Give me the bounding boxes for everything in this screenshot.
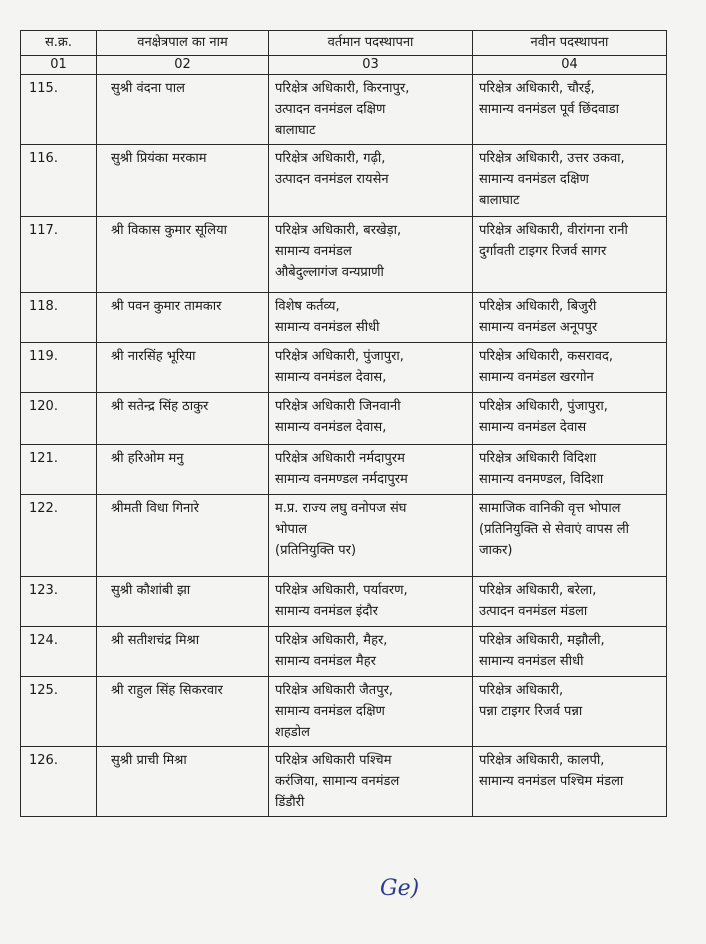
officer-name: सुश्री कौशांबी झा	[97, 577, 269, 627]
new-posting-line: जाकर)	[479, 543, 513, 558]
serial-number: 117.	[21, 217, 97, 293]
new-posting-line: सामान्य वनमंडल दक्षिण	[479, 172, 589, 187]
serial-number: 124.	[21, 627, 97, 677]
new-posting	[473, 393, 667, 445]
current-posting-line: डिंडौरी	[275, 795, 305, 810]
current-posting-line: सामान्य वनमंडल मैहर	[275, 654, 376, 669]
table-row	[21, 445, 667, 495]
new-posting-line: परिक्षेत्र अधिकारी, पुंजापुरा,	[479, 399, 608, 414]
new-posting-line: परिक्षेत्र अधिकारी, मझौली,	[479, 633, 605, 648]
current-posting	[269, 677, 473, 747]
new-posting	[473, 495, 667, 577]
new-posting-line: परिक्षेत्र अधिकारी, कालपी,	[479, 753, 605, 768]
current-posting-line: सामान्य वनमंडल देवास,	[275, 370, 387, 385]
table-row	[21, 393, 667, 445]
header-name: वनक्षेत्रपाल का नाम	[97, 31, 269, 56]
officer-name: सुश्री प्रियंका मरकाम	[97, 145, 269, 217]
current-posting-line: सामान्य वनमंडल इंदौर	[275, 604, 378, 619]
current-posting-line: उत्पादन वनमंडल रायसेन	[275, 172, 389, 187]
new-posting-line: (प्रतिनियुक्ति से सेवाएं वापस ली	[479, 522, 629, 537]
serial-number: 125.	[21, 677, 97, 747]
current-posting	[269, 75, 473, 145]
officer-name: श्री विकास कुमार सूलिया	[97, 217, 269, 293]
header-current-posting: वर्तमान पदस्थापना	[269, 31, 473, 56]
column-index-4: 04	[473, 56, 667, 75]
serial-number: 126.	[21, 747, 97, 817]
officer-name: श्रीमती विधा गिनारे	[97, 495, 269, 577]
new-posting-line: सामान्य वनमण्डल, विदिशा	[479, 472, 604, 487]
table-row	[21, 627, 667, 677]
current-posting-line: परिक्षेत्र अधिकारी, पर्यावरण,	[275, 583, 408, 598]
current-posting	[269, 393, 473, 445]
new-posting	[473, 217, 667, 293]
current-posting	[269, 495, 473, 577]
current-posting	[269, 445, 473, 495]
new-posting-line: सामान्य वनमंडल सीधी	[479, 654, 584, 669]
current-posting	[269, 217, 473, 293]
new-posting	[473, 145, 667, 217]
current-posting-line: परिक्षेत्र अधिकारी पश्चिम	[275, 753, 392, 768]
new-posting-line: परिक्षेत्र अधिकारी,	[479, 683, 564, 698]
officer-name: श्री हरिओम मनु	[97, 445, 269, 495]
serial-number: 123.	[21, 577, 97, 627]
current-posting-line: परिक्षेत्र अधिकारी जिनवानी	[275, 399, 401, 414]
header-serial: स.क्र.	[21, 31, 97, 56]
column-index-1: 01	[21, 56, 97, 75]
table-row	[21, 577, 667, 627]
table-row	[21, 217, 667, 293]
officer-name: सुश्री प्राची मिश्रा	[97, 747, 269, 817]
serial-number: 120.	[21, 393, 97, 445]
officer-name: श्री पवन कुमार तामकार	[97, 293, 269, 343]
new-posting-line: पन्ना टाइगर रिजर्व पन्ना	[479, 704, 583, 719]
officer-name: श्री राहुल सिंह सिकरवार	[97, 677, 269, 747]
new-posting-line: सामान्य वनमंडल अनूपपुर	[479, 320, 598, 335]
current-posting	[269, 293, 473, 343]
header-row	[21, 31, 667, 56]
new-posting	[473, 343, 667, 393]
current-posting-line: म.प्र. राज्य लघु वनोपज संघ	[275, 501, 407, 516]
new-posting	[473, 445, 667, 495]
new-posting-line: बालाघाट	[479, 193, 520, 208]
serial-number: 121.	[21, 445, 97, 495]
current-posting-line: (प्रतिनियुक्ति पर)	[275, 543, 357, 558]
officer-name: सुश्री वंदना पाल	[97, 75, 269, 145]
new-posting	[473, 677, 667, 747]
table-row	[21, 75, 667, 145]
new-posting-line: सामान्य वनमंडल देवास	[479, 420, 587, 435]
current-posting-line: विशेष कर्तव्य,	[275, 299, 340, 314]
current-posting	[269, 747, 473, 817]
current-posting-line: परिक्षेत्र अधिकारी, किरनापुर,	[275, 81, 410, 96]
new-posting-line: सामान्य वनमंडल पश्चिम मंडला	[479, 774, 624, 789]
current-posting-line: करंजिया, सामान्य वनमंडल	[275, 774, 400, 789]
column-index-3: 03	[269, 56, 473, 75]
new-posting-line: परिक्षेत्र अधिकारी, बिजुरी	[479, 299, 597, 314]
current-posting-line: भोपाल	[275, 522, 308, 537]
current-posting-line: उत्पादन वनमंडल दक्षिण	[275, 102, 386, 117]
current-posting-line: परिक्षेत्र अधिकारी, बरखेड़ा,	[275, 223, 402, 238]
transfer-table	[20, 30, 667, 817]
current-posting-line: परिक्षेत्र अधिकारी, गढ़ी,	[275, 151, 386, 166]
current-posting-line: सामान्य वनमण्डल नर्मदापुरम	[275, 472, 408, 487]
table-row	[21, 145, 667, 217]
current-posting	[269, 145, 473, 217]
current-posting	[269, 577, 473, 627]
new-posting-line: सामान्य वनमंडल खरगोन	[479, 370, 594, 385]
serial-number: 122.	[21, 495, 97, 577]
table-row	[21, 747, 667, 817]
new-posting-line: परिक्षेत्र अधिकारी, उत्तर उकवा,	[479, 151, 625, 166]
current-posting-line: सामान्य वनमंडल सीधी	[275, 320, 380, 335]
current-posting-line: औबेदुल्लागंज वन्यप्राणी	[275, 265, 384, 280]
officer-name: श्री नारसिंह भूरिया	[97, 343, 269, 393]
new-posting-line: सामान्य वनमंडल पूर्व छिंदवाडा	[479, 102, 619, 117]
new-posting-line: सामाजिक वानिकी वृत्त भोपाल	[479, 501, 621, 516]
column-index-row	[21, 56, 667, 75]
table-row	[21, 677, 667, 747]
new-posting	[473, 577, 667, 627]
serial-number: 116.	[21, 145, 97, 217]
current-posting-line: शहडोल	[275, 725, 310, 740]
serial-number: 115.	[21, 75, 97, 145]
signature: Ge)	[380, 876, 420, 901]
table-row	[21, 343, 667, 393]
officer-name: श्री सतीशचंद्र मिश्रा	[97, 627, 269, 677]
column-index-2: 02	[97, 56, 269, 75]
current-posting-line: परिक्षेत्र अधिकारी जैतपुर,	[275, 683, 394, 698]
new-posting-line: परिक्षेत्र अधिकारी, चौरई,	[479, 81, 595, 96]
new-posting-line: परिक्षेत्र अधिकारी विदिशा	[479, 451, 597, 466]
new-posting-line: परिक्षेत्र अधिकारी, वीरांगना रानी	[479, 223, 628, 238]
serial-number: 118.	[21, 293, 97, 343]
serial-number: 119.	[21, 343, 97, 393]
new-posting	[473, 75, 667, 145]
current-posting-line: सामान्य वनमंडल दक्षिण	[275, 704, 385, 719]
new-posting-line: परिक्षेत्र अधिकारी, कसरावद,	[479, 349, 614, 364]
new-posting	[473, 627, 667, 677]
new-posting-line: दुर्गावती टाइगर रिजर्व सागर	[479, 244, 607, 259]
new-posting-line: उत्पादन वनमंडल मंडला	[479, 604, 588, 619]
new-posting	[473, 293, 667, 343]
current-posting-line: सामान्य वनमंडल देवास,	[275, 420, 387, 435]
current-posting-line: परिक्षेत्र अधिकारी नर्मदापुरम	[275, 451, 405, 466]
table-row	[21, 495, 667, 577]
new-posting-line: परिक्षेत्र अधिकारी, बरेला,	[479, 583, 597, 598]
current-posting-line: परिक्षेत्र अधिकारी, मैहर,	[275, 633, 388, 648]
table-row	[21, 293, 667, 343]
current-posting-line: परिक्षेत्र अधिकारी, पुंजापुरा,	[275, 349, 404, 364]
header-new-posting: नवीन पदस्थापना	[473, 31, 667, 56]
transfer-list-sheet	[20, 30, 666, 817]
current-posting	[269, 627, 473, 677]
officer-name: श्री सतेन्द्र सिंह ठाकुर	[97, 393, 269, 445]
current-posting	[269, 343, 473, 393]
new-posting	[473, 747, 667, 817]
current-posting-line: बालाघाट	[275, 123, 316, 138]
current-posting-line: सामान्य वनमंडल	[275, 244, 352, 259]
